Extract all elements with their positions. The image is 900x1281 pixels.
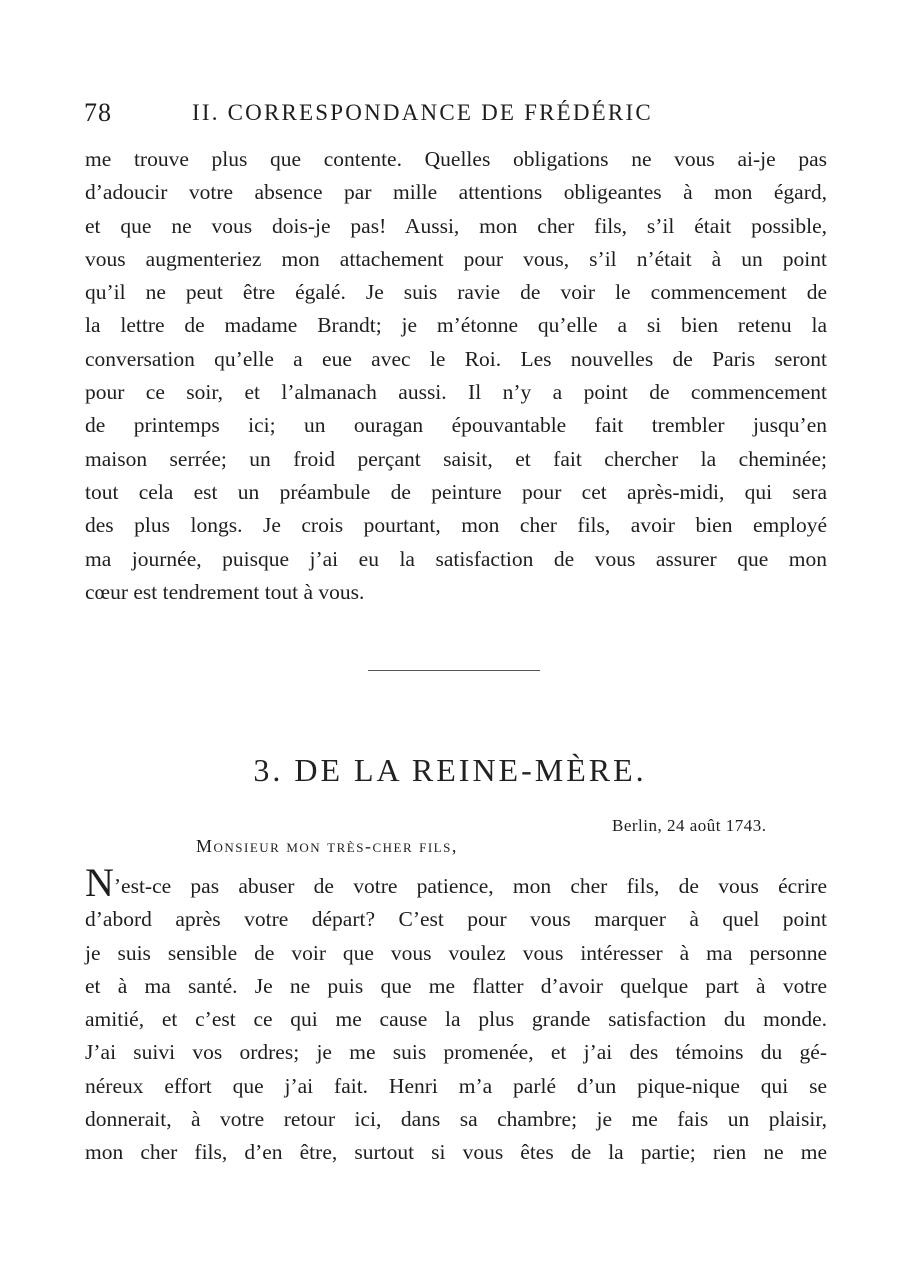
page-number: 78 bbox=[84, 98, 112, 127]
text-line: néreux effort que j’ai fait. Henri m’a parlé d’un pique-nique qui se bbox=[85, 1073, 827, 1098]
text-line: pour ce soir, et l’almanach aussi. Il n’y a point de commencement bbox=[85, 380, 827, 405]
text-line: et à ma santé. Je ne puis que me flatter d’avoir quelque part à votre bbox=[85, 973, 827, 998]
salutation: Monsieur mon très-cher fils, bbox=[196, 836, 458, 856]
text-line: d’adoucir votre absence par mille attentions obligeantes à mon égard, bbox=[85, 180, 827, 205]
place-date: Berlin, 24 août 1743. bbox=[612, 816, 767, 835]
running-head: II. CORRESPONDANCE DE FRÉDÉRIC bbox=[192, 100, 653, 125]
text-line: maison serrée; un froid perçant saisit, et fait chercher la cheminée; bbox=[85, 446, 827, 471]
text-line: ma journée, puisque j’ai eu la satisfaction de vous assurer que mon bbox=[85, 546, 827, 571]
text-line: cœur est tendrement tout à vous. bbox=[85, 579, 365, 604]
text-line: conversation qu’elle a eue avec le Roi. Les nouvelles de Paris seront bbox=[85, 346, 827, 371]
page-header bbox=[84, 98, 744, 138]
text-line: je suis sensible de voir que vous voulez vous intéresser à ma personne bbox=[85, 940, 827, 965]
letter-body bbox=[85, 860, 827, 1170]
section-divider bbox=[368, 670, 540, 671]
text-line: d’abord après votre départ? C’est pour vous marquer à quel point bbox=[85, 907, 827, 932]
section-title: 3. DE LA REINE-MÈRE. bbox=[253, 752, 647, 788]
text-line: tout cela est un préambule de peinture pour cet après-midi, qui sera bbox=[85, 479, 827, 504]
text-line: me trouve plus que contente. Quelles obligations ne vous ai-je pas bbox=[85, 147, 827, 171]
text-line: vous augmenteriez mon attachement pour vous, s’il n’était à un point bbox=[85, 246, 827, 271]
text-line: amitié, et c’est ce qui me cause la plus grande satisfaction du monde. bbox=[85, 1007, 827, 1032]
first-line-text: ’est-ce pas abuser de votre patience, mon cher fils, de vous écrire bbox=[113, 874, 827, 898]
text-line: des plus longs. Je crois pourtant, mon cher fils, avoir bien employé bbox=[85, 513, 827, 538]
drop-cap: N bbox=[85, 860, 114, 905]
letter-continuation bbox=[85, 143, 827, 609]
text-line: et que ne vous dois-je pas! Aussi, mon cher fils, s’il était possible, bbox=[85, 213, 827, 238]
text-line: donnerait, à votre retour ici, dans sa chambre; je me fais un plaisir, bbox=[85, 1107, 827, 1132]
text-line: de printemps ici; un ouragan épouvantable fait trembler jusqu’en bbox=[85, 413, 827, 438]
text-line: mon cher fils, d’en être, surtout si vous êtes de la partie; rien ne me bbox=[85, 1140, 827, 1165]
text-line: J’ai suivi vos ordres; je me suis promenée, et j’ai des témoins du gé- bbox=[85, 1040, 827, 1065]
text-line: qu’il ne peut être égalé. Je suis ravie de voir le commencement de bbox=[85, 280, 827, 305]
text-line: la lettre de madame Brandt; je m’étonne qu’elle a si bien retenu la bbox=[85, 313, 827, 338]
first-text-line bbox=[85, 860, 827, 905]
